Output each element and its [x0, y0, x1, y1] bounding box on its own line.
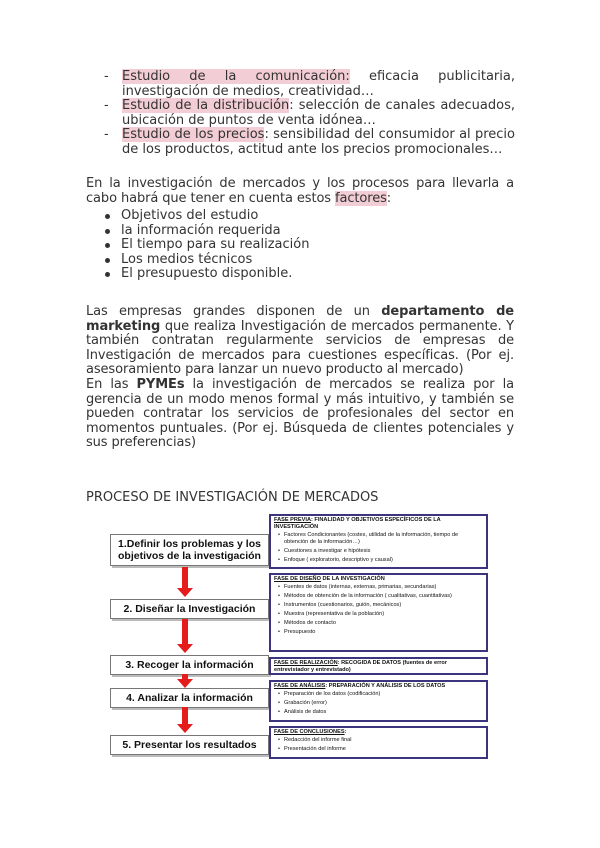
factors-intro-paragraph: En la investigación de mercados y los procesos para llevarla a cabo habrá que tener en cuenta estos factores: [86, 176, 514, 206]
phase-box-analisis: FASE DE ANÁLISIS: PREPARACIÓN Y ANÁLISIS DE LOS DATOS • Preparación de los datos (codificación) • Grabación (error) • Análisis de datos [269, 680, 488, 722]
step-define-problems: 1.Definir los problemas y los objetivos de la investigación [110, 534, 269, 566]
highlighted-term: factores [335, 190, 387, 206]
highlighted-term: Estudio de la distribución [122, 98, 290, 114]
down-arrow-icon [177, 707, 193, 734]
list-item: • Factores Condicionantes (costes, utilidad de la información, tiempo de obtención de la información…) [284, 532, 483, 546]
highlighted-term: Estudio de los precios [122, 127, 265, 143]
list-item: • Preparación de los datos (codificación) [284, 691, 483, 698]
list-item: • Instrumentos (cuestionarios, guión, mecánicos) [284, 602, 483, 609]
list-item: • Presentación del informe [284, 746, 483, 753]
list-item: Los medios técnicos [103, 253, 309, 268]
step-collect: 3. Recoger la información [110, 655, 269, 675]
list-item: - Estudio de la distribución: selección de canales adecuados, ubicación de puntos de venta idónea… [104, 98, 515, 128]
list-item: El presupuesto disponible. [103, 267, 309, 282]
list-item: • Grabación (error) [284, 700, 483, 707]
list-item: El tiempo para su realización [103, 238, 309, 253]
step-present: 5. Presentar los resultados [110, 735, 269, 755]
factors-list [103, 209, 309, 282]
list-item: - Estudio de los precios: sensibilidad del consumidor al precio de los productos, actitud ante los precios promocionales… [104, 127, 516, 157]
study-types-list [100, 70, 515, 158]
phase-box-realizacion: FASE DE REALIZACIÓN: RECOGIDA DE DATOS (fuentes de error entrevistador y entrevistado) [269, 657, 488, 675]
section-title: PROCESO DE INVESTIGACIÓN DE MERCADOS [86, 490, 379, 505]
list-item: Objetivos del estudio [103, 209, 309, 224]
list-item: • Cuestiones a investigar e hipótesis [284, 548, 483, 555]
list-item: - Estudio de la comunicación: eficacia publicitaria, investigación de medios, creatividad… [104, 69, 515, 99]
down-arrow-icon [177, 619, 193, 654]
list-item: • Métodos de obtención de la información ( cualitativas, cuantitativas) [284, 593, 483, 600]
phase-box-previa: FASE PREVIA: FINALIDAD Y OBJETIVOS ESPECÍFICOS DE LA INVESTIGACIÓN • Factores Condicionantes (costes, utilidad de la información, tiempo de obtención de la información…) • Cuestiones a investigar e hipótesis • Enfoque ( exploratorio, descriptivo y causal) [269, 514, 488, 569]
list-item: • Fuentes de datos (internas, externas, primarias, secundarias) [284, 584, 483, 591]
research-process-diagram [110, 514, 492, 759]
down-arrow-icon [177, 567, 193, 597]
step-analyze: 4. Analizar la información [110, 688, 269, 708]
list-item: • Análisis de datos [284, 709, 483, 716]
down-arrow-icon [177, 674, 193, 687]
pymes-paragraph: En las PYMEs la investigación de mercados se realiza por la gerencia de un modo menos formal y más intuitivo, y también se pueden contratar los servicios de profesionales del sector en momentos puntuales. (Por ej. Búsqueda de clientes potenciales y sus preferencias) [86, 377, 514, 451]
phase-box-conclusiones: FASE DE CONCLUSIONES: • Redacción del informe final • Presentación del informe [269, 726, 488, 759]
list-item: • Muestra (representativa de la población) [284, 611, 483, 618]
phase-box-diseno: FASE DE DISEÑO DE LA INVESTIGACIÓN • Fuentes de datos (internas, externas, primarias, secundarias) • Métodos de obtención de la información ( cualitativas, cuantitativas) • Instrumentos (cuestionarios, guión, mecánicos) • Muestra (representativa de la población) • Métodos de contacto • Presupuesto [269, 573, 488, 652]
large-companies-paragraph: Las empresas grandes disponen de un departamento de marketing que realiza Investigación de mercados permanente. Y también contratan regularmente servicios de empresas de Investigación de mercados para cuestiones específicas. (Por ej. asesoramiento para lanzar un nuevo producto al mercado) [86, 304, 514, 378]
list-item: • Presupuesto [284, 629, 483, 636]
list-item: • Métodos de contacto [284, 620, 483, 627]
list-item: • Redacción del informe final [284, 737, 483, 744]
list-item: • Enfoque ( exploratorio, descriptivo y causal) [284, 557, 483, 564]
step-design: 2. Diseñar la Investigación [110, 599, 269, 619]
highlighted-term: Estudio de la comunicación: [122, 69, 350, 84]
list-item: la información requerida [103, 224, 309, 239]
